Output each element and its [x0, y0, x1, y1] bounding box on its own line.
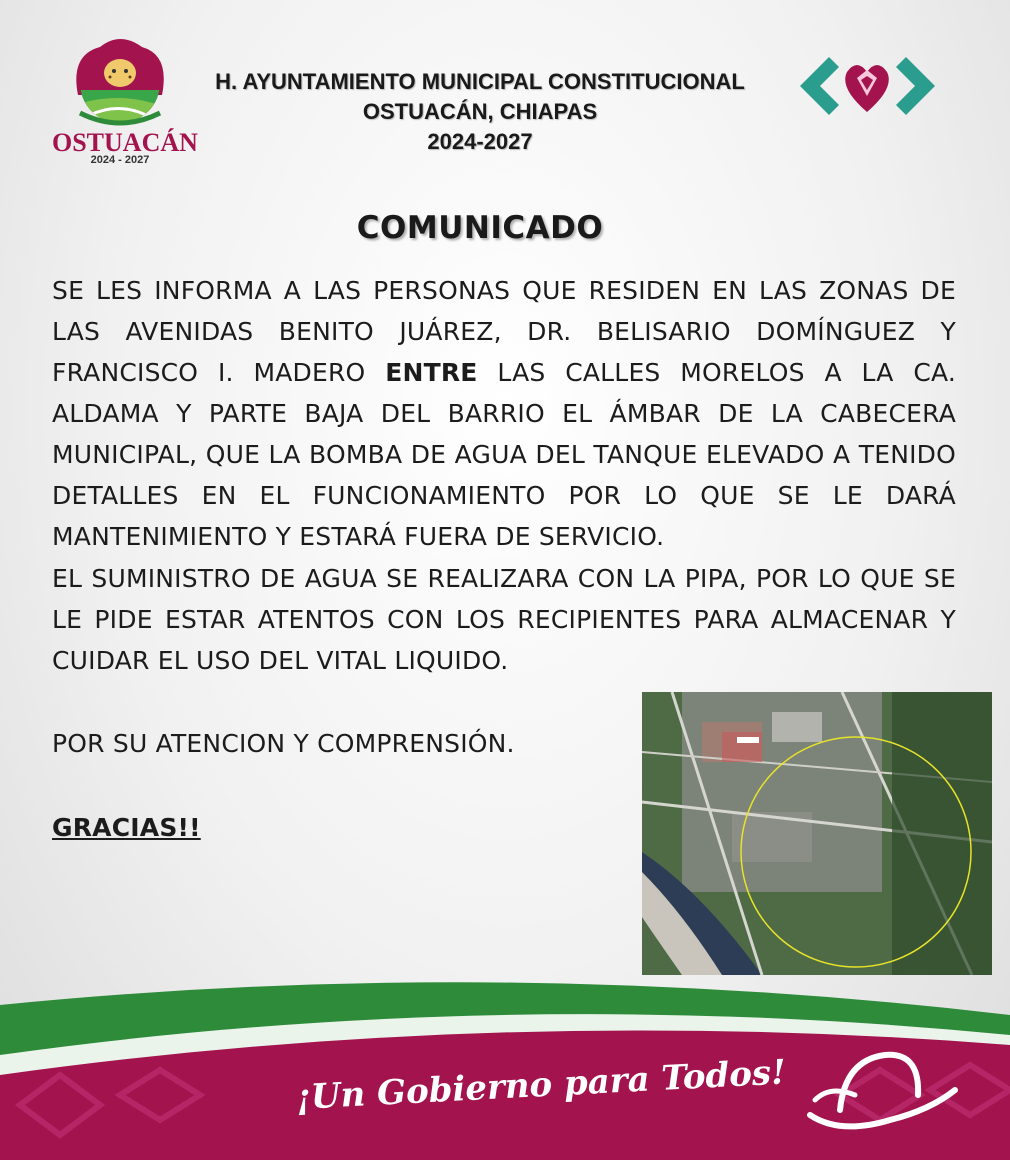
- header-line-3: 2024-2027: [427, 129, 533, 154]
- logo-name: OSTUACÁN: [52, 128, 198, 157]
- page-title: COMUNICADO: [356, 210, 604, 246]
- satellite-map-image: [642, 692, 992, 975]
- header-line-1: H. AYUNTAMIENTO MUNICIPAL CONSTITUCIONAL: [215, 69, 745, 94]
- p1-text-start: SE LES INFORMA A LAS PERSONAS QUE RESIDEN EN LAS ZONAS DE LAS AVENIDAS BENITO JUÁREZ, DR. BELISARIO DOMÍNGUEZ Y FRANCISCO I. MADERO: [52, 276, 956, 387]
- government-emblem-icon: [795, 52, 940, 120]
- footer-slogan: ¡Un Gobierno para Todos!: [294, 1052, 787, 1118]
- paragraph-gracias: GRACIAS!!: [52, 813, 201, 842]
- hat-icon: [800, 1040, 960, 1135]
- paragraph-notice: [52, 270, 956, 557]
- header-line-2: OSTUACÁN, CHIAPAS: [362, 99, 598, 124]
- logo-years: 2024 - 2027: [90, 154, 150, 166]
- p1-bold-word: ENTRE: [385, 358, 478, 387]
- paragraph-supply: EL SUMINISTRO DE AGUA SE REALIZARA CON LA PIPA, POR LO QUE SE LE PIDE ESTAR ATENTOS CON LOS RECIPIENTES PARA ALMACENAR Y CUIDAR EL USO DEL VITAL LIQUIDO.: [52, 564, 956, 675]
- paragraph-thanks-attention: POR SU ATENCION Y COMPRENSIÓN.: [52, 729, 515, 758]
- p1-text-end: LAS CALLES MORELOS A LA CA. ALDAMA Y PARTE BAJA DEL BARRIO EL ÁMBAR DE LA CABECERA MUNICIPAL, QUE LA BOMBA DE AGUA DEL TANQUE ELEVADO A TENIDO DETALLES EN EL FUNCIONAMIENTO POR LO QUE SE LE DARÁ MANTENIMIENTO Y ESTARÁ FUERA DE SERVICIO.: [52, 358, 956, 551]
